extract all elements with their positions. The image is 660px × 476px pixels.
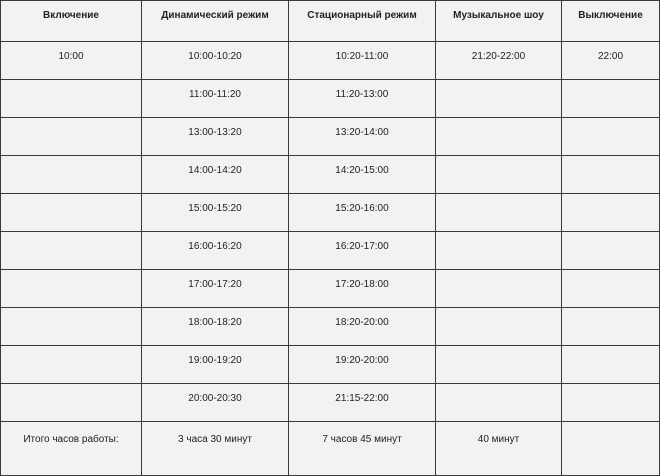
table-cell	[436, 80, 562, 118]
table-cell	[1, 118, 142, 156]
table-cell	[562, 80, 660, 118]
total-power-off	[562, 422, 660, 476]
header-power-off: Выключение	[562, 1, 660, 42]
total-dynamic: 3 часа 30 минут	[142, 422, 289, 476]
total-music-show: 40 минут	[436, 422, 562, 476]
total-row	[1, 422, 660, 476]
table-cell	[1, 232, 142, 270]
table-cell	[1, 80, 142, 118]
table-cell: 21:20-22:00	[436, 42, 562, 80]
table-cell	[562, 270, 660, 308]
table-row	[1, 156, 660, 194]
table-cell	[436, 384, 562, 422]
table-row	[1, 118, 660, 156]
table-cell	[1, 156, 142, 194]
table-cell: 16:20-17:00	[289, 232, 436, 270]
table-cell: 21:15-22:00	[289, 384, 436, 422]
table-row	[1, 42, 660, 80]
header-dynamic-mode: Динамический режим	[142, 1, 289, 42]
table-row	[1, 232, 660, 270]
table-cell	[562, 232, 660, 270]
table-cell	[436, 156, 562, 194]
table-cell	[562, 118, 660, 156]
table-cell: 20:00-20:30	[142, 384, 289, 422]
table-cell	[1, 270, 142, 308]
table-cell	[562, 194, 660, 232]
header-row	[1, 1, 660, 42]
table-cell	[436, 194, 562, 232]
table-cell	[562, 156, 660, 194]
table-cell: 17:20-18:00	[289, 270, 436, 308]
table-cell	[436, 270, 562, 308]
table-cell	[562, 346, 660, 384]
table-cell: 16:00-16:20	[142, 232, 289, 270]
table-row	[1, 194, 660, 232]
header-stationary-mode: Стационарный режим	[289, 1, 436, 42]
table-cell	[1, 308, 142, 346]
table-cell: 19:20-20:00	[289, 346, 436, 384]
table-cell	[436, 232, 562, 270]
table-cell: 11:00-11:20	[142, 80, 289, 118]
table-row	[1, 346, 660, 384]
table-row	[1, 80, 660, 118]
table-cell	[562, 308, 660, 346]
table-cell: 10:00-10:20	[142, 42, 289, 80]
table-cell: 10:00	[1, 42, 142, 80]
total-label: Итого часов работы:	[1, 422, 142, 476]
table-cell: 14:20-15:00	[289, 156, 436, 194]
table-cell: 15:00-15:20	[142, 194, 289, 232]
table-cell: 13:20-14:00	[289, 118, 436, 156]
table-cell	[1, 346, 142, 384]
table-row	[1, 270, 660, 308]
table-cell	[436, 308, 562, 346]
table-cell: 13:00-13:20	[142, 118, 289, 156]
table-cell	[436, 346, 562, 384]
table-cell: 22:00	[562, 42, 660, 80]
table-cell: 15:20-16:00	[289, 194, 436, 232]
table-cell	[1, 194, 142, 232]
total-stationary: 7 часов 45 минут	[289, 422, 436, 476]
table-cell: 18:20-20:00	[289, 308, 436, 346]
table-row	[1, 384, 660, 422]
table-cell: 18:00-18:20	[142, 308, 289, 346]
header-power-on: Включение	[1, 1, 142, 42]
header-music-show: Музыкальное шоу	[436, 1, 562, 42]
table-row	[1, 308, 660, 346]
table-cell: 11:20-13:00	[289, 80, 436, 118]
table-cell	[1, 384, 142, 422]
table-cell: 17:00-17:20	[142, 270, 289, 308]
table-cell: 10:20-11:00	[289, 42, 436, 80]
table-cell: 19:00-19:20	[142, 346, 289, 384]
table-cell	[562, 384, 660, 422]
table-cell	[436, 118, 562, 156]
table-cell: 14:00-14:20	[142, 156, 289, 194]
